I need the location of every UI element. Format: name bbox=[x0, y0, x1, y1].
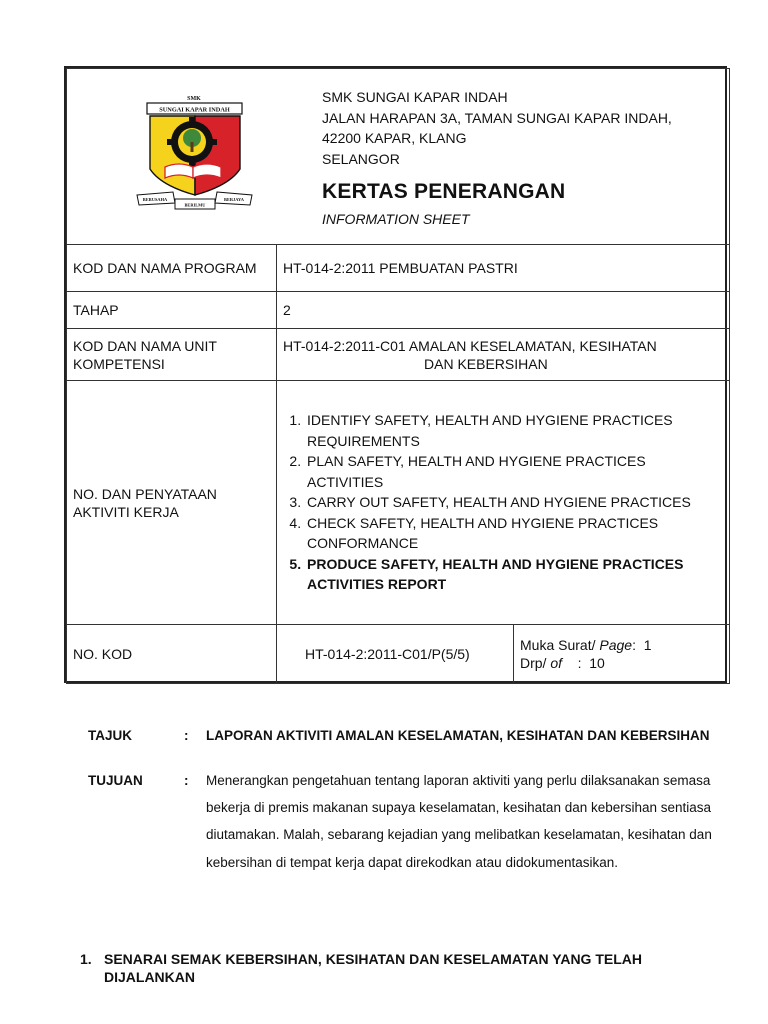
crest-top-text: SMK bbox=[187, 96, 201, 102]
motto-text-2: BERILMU bbox=[184, 202, 206, 208]
section-title: SENARAI SEMAK KEBERSIHAN, KESIHATAN DAN KESELAMATAN YANG TELAH DIJALANKAN bbox=[104, 951, 642, 985]
sheet-body bbox=[88, 724, 728, 944]
address-line-1: JALAN HARAPAN 3A, TAMAN SUNGAI KAPAR INDAH, bbox=[322, 109, 672, 126]
of-label: Drp/ bbox=[520, 655, 551, 671]
tajuk-value: LAPORAN AKTIVITI AMALAN KESELAMATAN, KESIHATAN DAN KEBERSIHAN bbox=[206, 728, 710, 743]
list-item-current: 5. PRODUCE SAFETY, HEALTH AND HYGIENE PRACTICES ACTIVITIES REPORT bbox=[305, 554, 721, 595]
tahap-value: 2 bbox=[277, 292, 730, 329]
address-line-2: 42200 KAPAR, KLANG bbox=[322, 130, 467, 146]
tujuan-value: Menerangkan pengetahuan tentang laporan aktiviti yang perlu dilaksanakan semasa bekerja di premis makanan supaya keselamatan, kesihatan dan kebersihan sentiasa diutamakan. Malah, sebarang kejadian yang melibatkan keselamatan, kesihatan dan kebersihan di tempat kerja dapat direkodkan atau didokumentasikan. bbox=[206, 773, 712, 870]
unit-value bbox=[277, 329, 730, 381]
tujuan-label: TUJUAN bbox=[88, 773, 143, 788]
list-item: 2. PLAN SAFETY, HEALTH AND HYGIENE PRACTICES ACTIVITIES bbox=[305, 451, 721, 492]
unit-value-line-1: HT-014-2:2011-C01 AMALAN KESELAMATAN, KESIHATAN bbox=[283, 337, 657, 354]
page-info: Muka Surat/ Page: 1 bbox=[520, 637, 652, 653]
page-label-italic: Page bbox=[599, 637, 633, 653]
page-total: Drp/ of : 10 bbox=[520, 655, 605, 671]
page-number-cell bbox=[514, 625, 730, 684]
program-label: KOD DAN NAMA PROGRAM bbox=[67, 245, 277, 292]
page-label: Muka Surat/ bbox=[520, 637, 600, 653]
unit-label: KOD DAN NAMA UNIT KOMPETENSI bbox=[67, 329, 277, 381]
tajuk-label: TAJUK bbox=[88, 728, 133, 743]
crest-banner-text: SUNGAI KAPAR INDAH bbox=[159, 106, 230, 114]
document-title: KERTAS PENERANGAN bbox=[322, 180, 566, 203]
tajuk-colon: : bbox=[184, 728, 189, 743]
tujuan-colon: : bbox=[184, 773, 189, 788]
program-value: HT-014-2:2011 PEMBUATAN PASTRI bbox=[277, 245, 730, 292]
information-sheet-table bbox=[64, 66, 727, 683]
activities-label: NO. DAN PENYATAAN AKTIVITI KERJA bbox=[67, 381, 277, 625]
nokod-label: NO. KOD bbox=[67, 625, 277, 684]
school-name: SMK SUNGAI KAPAR INDAH bbox=[322, 89, 508, 105]
school-address bbox=[322, 87, 672, 169]
nokod-value: HT-014-2:2011-C01/P(5/5) bbox=[277, 625, 514, 684]
activities-list bbox=[283, 410, 721, 595]
address-line-3: SELANGOR bbox=[322, 150, 400, 167]
unit-value-line-2: DAN KEBERSIHAN bbox=[424, 355, 548, 372]
motto-text-1: BERUSAHA bbox=[142, 197, 168, 202]
activities-list-cell bbox=[277, 381, 730, 625]
tahap-label: TAHAP bbox=[67, 292, 277, 329]
of-value: 10 bbox=[589, 655, 605, 671]
list-item: 4. CHECK SAFETY, HEALTH AND HYGIENE PRACTICES CONFORMANCE bbox=[305, 513, 721, 554]
motto-text-3: BERJAYA bbox=[224, 197, 244, 202]
of-label-italic: of bbox=[550, 655, 563, 671]
page-value: 1 bbox=[643, 637, 652, 653]
sheet-header bbox=[67, 69, 730, 245]
section-number: 1. bbox=[80, 951, 92, 967]
list-item: 3. CARRY OUT SAFETY, HEALTH AND HYGIENE PRACTICES bbox=[305, 492, 721, 513]
list-item: 1. IDENTIFY SAFETY, HEALTH AND HYGIENE PRACTICES REQUIREMENTS bbox=[305, 410, 721, 451]
document-subtitle: INFORMATION SHEET bbox=[322, 211, 470, 227]
school-crest-logo bbox=[135, 91, 255, 217]
